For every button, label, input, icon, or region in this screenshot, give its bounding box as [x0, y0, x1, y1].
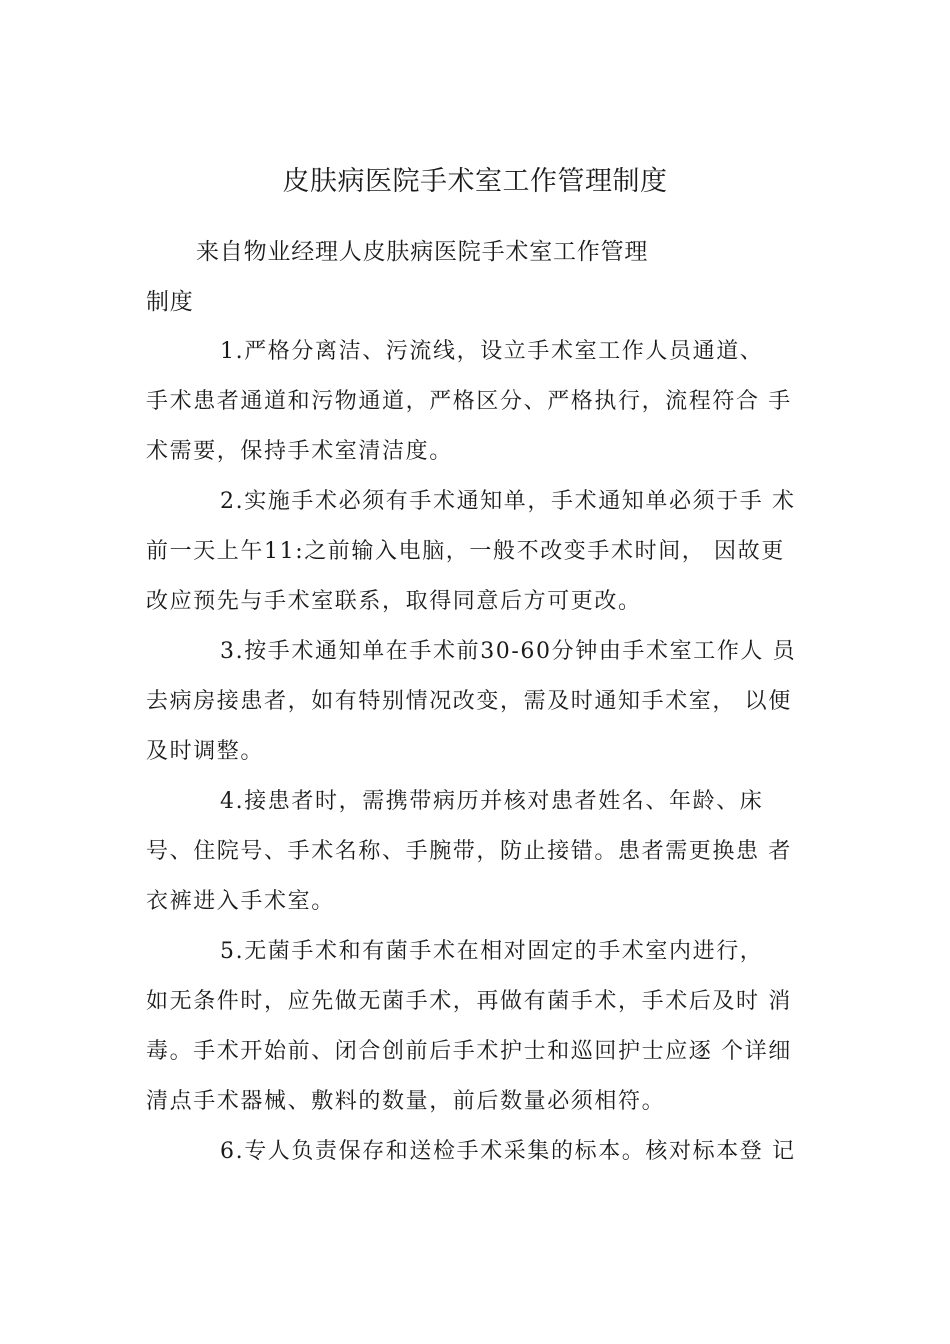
paragraph-2-line-2: 前一天上午11:之前输入电脑，一般不改变手术时间， 因故更: [146, 539, 785, 564]
paragraph-4-line-1: 4.接患者时，需携带病历并核对患者姓名、年龄、床: [220, 789, 764, 814]
paragraph-5-line-1: 5.无菌手术和有菌手术在相对固定的手术室内进行，: [220, 939, 764, 964]
paragraph-2-line-3: 改应预先与手术室联系，取得同意后方可更改。: [146, 589, 642, 614]
paragraph-5-line-3: 毒。手术开始前、闭合创前后手术护士和巡回护士应逐 个详细: [146, 1039, 792, 1064]
paragraph-4-line-3: 衣裤进入手术室。: [146, 889, 335, 914]
paragraph-2-line-1: 2.实施手术必须有手术通知单，手术通知单必须于手 术: [220, 489, 796, 514]
paragraph-1-line-3: 术需要，保持手术室清洁度。: [146, 439, 453, 464]
paragraph-3-line-3: 及时调整。: [146, 739, 265, 764]
paragraph-1-line-2: 手术患者通道和污物通道，严格区分、严格执行，流程符合 手: [146, 389, 792, 414]
paragraph-6-line-1: 6.专人负责保存和送检手术采集的标本。核对标本登 记: [220, 1139, 796, 1164]
paragraph-3-line-2: 去病房接患者，如有特别情况改变，需及时通知手术室， 以便: [146, 689, 792, 714]
paragraph-5-line-4: 清点手术器械、敷料的数量，前后数量必须相符。: [146, 1089, 666, 1114]
document-title: 皮肤病医院手术室工作管理制度: [282, 166, 668, 197]
paragraph-5-line-2: 如无条件时，应先做无菌手术，再做有菌手术，手术后及时 消: [146, 989, 792, 1014]
source-line: 来自物业经理人皮肤病医院手术室工作管理: [196, 239, 649, 265]
paragraph-3-line-1: 3.按手术通知单在手术前30-60分钟由手术室工作人 员: [220, 639, 797, 664]
paragraph-4-line-2: 号、住院号、手术名称、手腕带，防止接错。患者需更换患 者: [146, 839, 792, 864]
source-line-continued: 制度: [146, 289, 194, 315]
paragraph-1-line-1: 1.严格分离洁、污流线，设立手术室工作人员通道、: [220, 339, 764, 364]
